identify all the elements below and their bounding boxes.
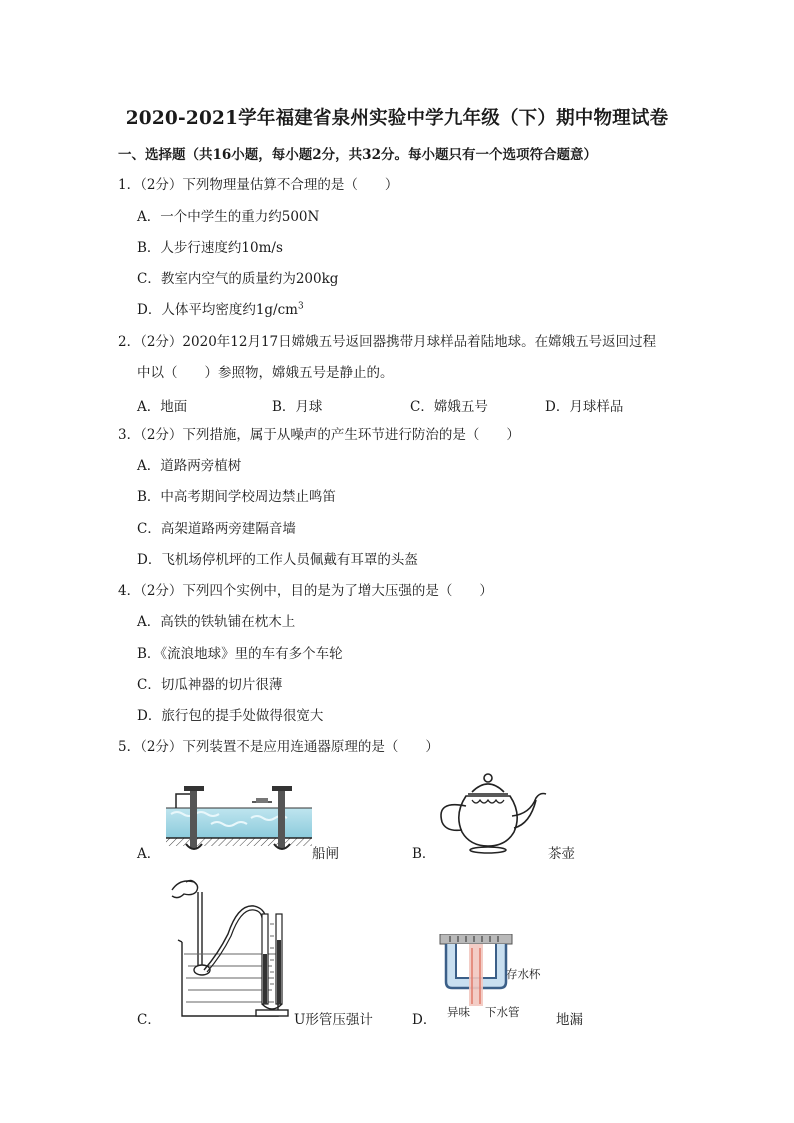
q1-option-b: B．人步行速度约10m/s (137, 240, 283, 256)
section-heading: 一、选择题（共16小题，每小题2分，共32分。每小题只有一个选项符合题意） (118, 147, 597, 163)
exam-title: 2020-2021学年福建省泉州实验中学九年级（下）期中物理试卷 (125, 108, 669, 129)
q1-option-d-superscript: 3 (297, 301, 304, 312)
q5-caption-b: 茶壶 (548, 846, 575, 862)
q3-option-d: D．飞机场停机坪的工作人员佩戴有耳罩的头盔 (137, 552, 418, 568)
question-3-stem: 3．（2分）下列措施，属于从噪声的产生环节进行防治的是（ ） (118, 427, 520, 443)
q4-option-d: D．旅行包的提手处做得很宽大 (137, 708, 324, 724)
question-2-stem-continued: 中以（ ）参照物，嫦娥五号是静止的。 (137, 365, 394, 381)
q4-option-a: A．高铁的铁轨铺在枕木上 (137, 614, 296, 630)
q1-option-c: C．教室内空气的质量约为200kg (137, 271, 339, 287)
q3-option-a: A．道路两旁植树 (137, 458, 242, 474)
q3-option-b: B．中高考期间学校周边禁止鸣笛 (137, 489, 336, 505)
u-tube-manometer-figure (158, 874, 298, 1020)
q5-option-b-label: B． (412, 846, 436, 862)
q5-caption-a: 船闸 (312, 846, 339, 862)
q2-option-d: D．月球样品 (545, 399, 624, 415)
q4-option-c: C．切瓜神器的切片很薄 (137, 677, 283, 693)
floor-drain-label-odor: 异味 (447, 1005, 470, 1019)
floor-drain-label-trap-cup: 存水杯 (506, 967, 541, 981)
q5-option-a-label: A． (137, 846, 161, 862)
q5-caption-d: 地漏 (556, 1012, 583, 1028)
question-4-stem: 4．（2分）下列四个实例中，目的是为了增大压强的是（ ） (118, 583, 493, 599)
teapot-figure (432, 770, 550, 858)
question-5-stem: 5．（2分）下列装置不是应用连通器原理的是（ ） (118, 739, 439, 755)
ship-lock-figure (166, 778, 312, 854)
q2-option-c: C．嫦娥五号 (410, 399, 488, 415)
q2-option-a: A．地面 (137, 399, 188, 415)
q1-option-a: A．一个中学生的重力约500N (137, 209, 320, 225)
q1-option-d (137, 301, 304, 319)
q2-option-b: B．月球 (272, 399, 323, 415)
floor-drain-label-drainpipe: 下水管 (485, 1005, 520, 1019)
question-2-stem: 2．（2分）2020年12月17日嫦娥五号返回器携带月球样品着陆地球。在嫦娥五号返回过程 (118, 334, 657, 350)
q1-option-d-text: D．人体平均密度约1g/cm (137, 302, 298, 318)
q5-option-d-label: D． (412, 1012, 437, 1028)
q3-option-c: C．高架道路两旁建隔音墙 (137, 521, 296, 537)
question-1-stem: 1．（2分）下列物理量估算不合理的是（ ） (118, 177, 399, 193)
q5-option-c-label: C． (137, 1012, 161, 1028)
q5-caption-c: U形管压强计 (294, 1012, 373, 1028)
q4-option-b: B．《流浪地球》里的车有多个车轮 (137, 646, 343, 662)
